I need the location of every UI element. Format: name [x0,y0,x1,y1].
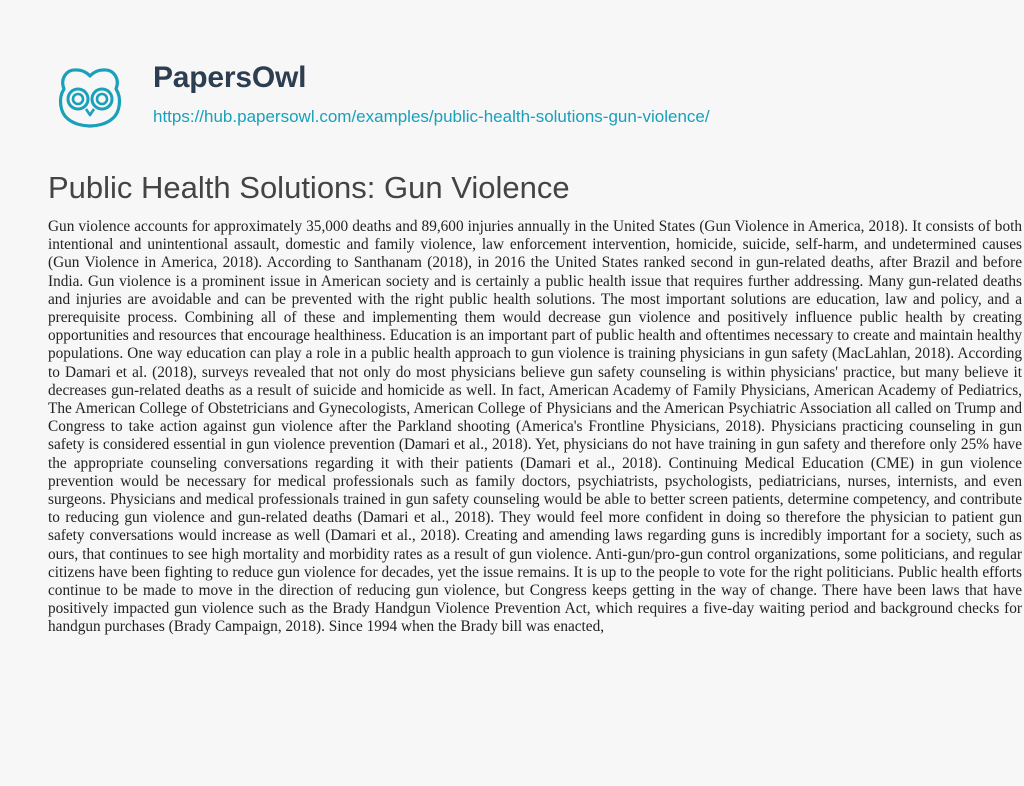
brand-name[interactable]: PapersOwl [153,61,307,94]
owl-logo-graphic [50,63,130,143]
source-url-link[interactable]: https://hub.papersowl.com/examples/public-health-solutions-gun-violence/ [153,107,710,126]
page-title: Public Health Solutions: Gun Violence [48,170,570,205]
essay-body: Gun violence accounts for approximately 35,000 deaths and 89,600 injuries annually in the United States (Gun Violence in America, 2018). It consists of both intentional and unintentional assault, domestic and family violence, law enforcement intervention, homicide, suicide, self-harm, and undetermined causes (Gun Violence in America, 2018). According to Santhanam (2018), in 2016 the United States ranked second in gun-related deaths, after Brazil and before India. Gun violence is a prominent issue in American society and is certainly a public health issue that requires further addressing. Many gun-related deaths and injuries are avoidable and can be prevented with the right public health solutions. The most important solutions are education, law and policy, and a prerequisite process. Combining all of these and implementing them would decrease gun violence and positively influence public health by creating opportunities and resources that encourage healthiness. Education is an important part of public health and oftentimes necessary to create and maintain healthy populations. One way education can play a role in a public health approach to gun violence is training physicians in gun safety (MacLahlan, 2018). According to Damari et al. (2018), surveys revealed that not only do most physicians believe gun safety counseling is within physicians' practice, but many believe it decreases gun-related deaths as a result of suicide and homicide as well. In fact, American Academy of Family Physicians, American Academy of Pediatrics, The American College of Obstetricians and Gynecologists, American College of Physicians and the American Psychiatric Association all called on Trump and Congress to take action against gun violence after the Parkland shooting (America's Frontline Physicians, 2018). Physicians practicing counseling in gun safety is considered essential in gun violence prevention (Damari et al., 2018). Yet, physicians do not have training in gun safety and therefore only 25% have the appropriate counseling conversations regarding it with their patients (Damari et al., 2018). Continuing Medical Education (CME) in gun violence prevention would be necessary for medical professionals such as family doctors, psychiatrists, psychologists, pediatricians, nurses, internists, and even surgeons. Physicians and medical professionals trained in gun safety counseling would be able to better screen patients, determine competency, and contribute to reducing gun violence and gun-related deaths (Damari et al., 2018). They would feel more confident in doing so therefore the physician to patient gun safety conversations would increase as well (Damari et al., 2018). Creating and amending laws regarding guns is incredibly important for a society, such as ours, that continues to see high mortality and morbidity rates as a result of gun violence. Anti-gun/pro-gun control organizations, some politicians, and regular citizens have been fighting to reduce gun violence for decades, yet the issue remains. It is up to the people to vote for the right politicians. Public health efforts continue to be made to move in the direction of reducing gun violence, but Congress keeps getting in the way of change. There have been laws that have positively impacted gun violence such as the Brady Handgun Violence Prevention Act, which requires a five-day waiting period and background checks for handgun purchases (Brady Campaign, 2018). Since 1994 when the Brady bill was enacted, [48,218,1022,636]
site-header [0,0,1024,160]
owl-logo-icon[interactable] [50,63,130,143]
